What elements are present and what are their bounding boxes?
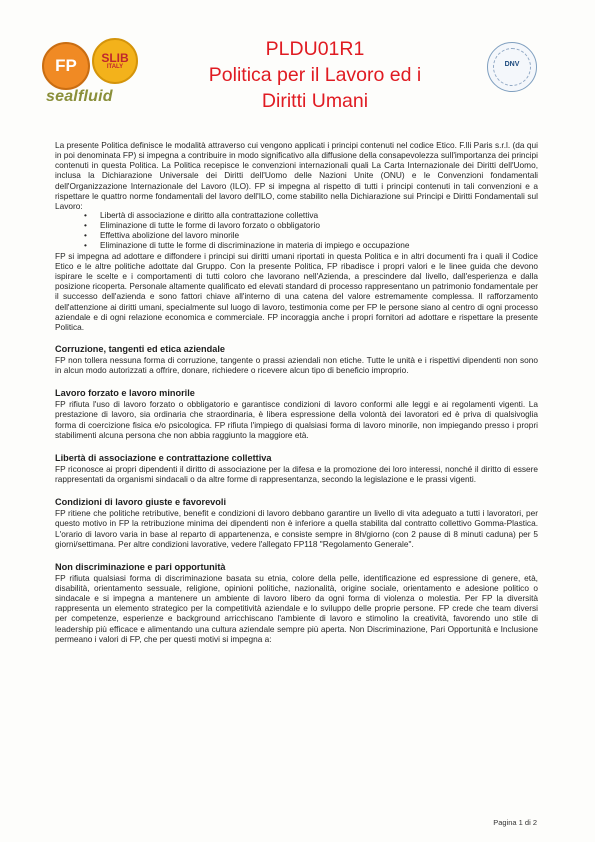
page-number: Pagina 1 di 2 <box>493 818 537 827</box>
slib-logo-icon <box>92 38 138 84</box>
slib-logo-subtext: ITALY <box>106 63 124 70</box>
section-text-association: FP riconosce ai propri dipendenti il diritto di associazione per la difesa e la promozione dei loro interessi, nonché il diritto di essere rappresentati da organismi sindacali o da altre forme di rappresentanza, secondo la legislazione e le prassi vigenti. <box>55 463 538 485</box>
section-text-corruption: FP non tollera nessuna forma di corruzione, tangente o prassi aziendali non etiche. Tutte le unità e i rispettivi dipendenti non sono in alcun modo autorizzati a offrire, donare, richiedere o ricevere alcun tipo di beneficio improprio. <box>55 354 538 376</box>
principle-item: • Eliminazione di tutte le forme di discriminazione in materia di impiego e occupazione <box>84 241 538 251</box>
section-heading-forced-labour: Lavoro forzato e lavoro minorile <box>55 388 195 399</box>
certification-seal-icon <box>487 42 537 92</box>
principle-item: • Eliminazione di tutte le forme di lavoro forzato o obbligatorio <box>84 221 538 231</box>
commitment-paragraph: FP si impegna ad adottare e diffondere i principi sui diritti umani riportati in questa Politica e in altri documenti fra i quali il Codice Etico e le altre politiche adottate dal Gruppo. Con la presente Politica, FP ribadisce i propri valori e le linee guida che devono ispirare le scelte e i comportamenti di tutti coloro che lavorano nell'Azienda, a prescindere dal livello, dall'esperienza e dalla posizione ricoperta. Personale altamente qualificato ed elevati standard di processo rappresentano un patrimonio fondamentale per il successo dell'azienda e sono fattori chiave all'interno di una catena del valore estremamente complessa. Il rafforzamento dell'attenzione ai diritti umani, specialmente sul luogo di lavoro, testimonia come per FP le persone siano al centro di ogni processo aziendale e di ogni relazione economica e commerciale. FP incoraggia anche i propri fornitori ad adottare e rispettare la presente Politica. <box>55 250 538 332</box>
section-heading-working-conditions: Condizioni di lavoro giuste e favorevoli <box>55 497 227 508</box>
section-text-working-conditions: FP ritiene che politiche retributive, benefit e condizioni di lavoro debbano garantire un livello di vita adeguato a tutti i lavoratori, per questo motivo in FP la retribuzione minima dei dipendenti non è inferiore a quella stabilita dal contratto collettivo Gomma-Plastica. L'orario di lavoro varia in base al reparto di appartenenza, e consiste sempre in 8h/giorno (con 2 pause di 8 minuti caduna) per 5 giorni/settimana. Per altre condizioni lavorative, vedere l'allegato FP118 "Regolamento Generale". <box>55 508 538 549</box>
section-heading-association: Libertà di associazione e contrattazione collettiva <box>55 452 272 463</box>
fp-logo-text: FP <box>55 56 77 75</box>
section-text-forced-labour: FP rifiuta l'uso di lavoro forzato o obbligatorio e garantisce condizioni di lavoro conformi alle leggi e ai regolamenti vigenti. La prestazione di lavoro, sia ordinaria che straordinaria, è libera espressione della volontà dei lavoratori ed è priva di qualsivoglia forma di coercizione fisica e/o psicologica. FP rifiuta l'impiego di qualsiasi forma di lavoro minorile, non impiegando presso i propri stabilimenti alcuna persona che non abbia raggiunto la maggiore età. <box>55 399 538 440</box>
fp-logo-icon <box>42 42 90 90</box>
principle-item: • Libertà di associazione e diritto alla contrattazione collettiva <box>84 211 538 221</box>
document-body <box>55 140 538 644</box>
principle-item: • Effettiva abolizione del lavoro minorile <box>84 231 538 241</box>
company-logo <box>42 38 157 106</box>
document-title <box>190 36 440 114</box>
principles-list <box>55 211 538 251</box>
certification-label: DNV <box>504 61 520 68</box>
section-heading-corruption: Corruzione, tangenti ed etica aziendale <box>55 343 226 354</box>
document-code: PLDU01R1 <box>265 38 365 60</box>
title-line-1: Politica per il Lavoro ed i <box>208 64 422 86</box>
intro-paragraph: La presente Politica definisce le modalità attraverso cui vengono applicati i principi contenuti nel codice Etico. F.lli Paris s.r.l. (da qui in poi denominata FP) si impegna a contribuire in modo significativo alla diffusione della consapevolezza sull'importanza dei principi contenuti in questa Politica. La Politica recepisce le convenzioni internazionali quali La Carta Internazionale dei Diritti dell'Uomo, inclusa la Dichiarazione Universale dei Diritti dell'Uomo delle Nazioni Unite (ONU) e le Convenzioni fondamentali dell'Organizzazione Internazionale del Lavoro (ILO). FP si impegna al rispetto di tutti i principi contenuti in tali convenzioni e a rispettare le quattro norme fondamentali del lavoro dell'ILO, come stabilito nella Dichiarazione sui Principi e Diritti Fondamentali sul Lavoro: <box>55 140 538 211</box>
sealfluid-brand: sealfluid <box>46 88 113 105</box>
title-line-2: Diritti Umani <box>261 90 369 112</box>
slib-logo-text: SLIB <box>101 50 129 65</box>
section-heading-non-discrimination: Non discriminazione e pari opportunità <box>55 561 226 572</box>
section-text-non-discrimination: FP rifiuta qualsiasi forma di discriminazione basata su etnia, colore della pelle, identificazione ed espressione di genere, età, disabilità, orientamento sessuale, religione, opinioni politiche, nazionalità, origine sociale, orientamento e adesione politico o sindacale e si impegna a mantenere un ambiente di lavoro libero da ogni forma di violenza o molestia. Per FP la diversità rappresenta un elemento strategico per la competitività aziendale e lo sviluppo delle proprie persone. FP crede che team diversi per competenze, esperienze e background arricchiscano l'ambiente di lavoro e stimolino la creatività, favorendo uno stile di leadership più efficace e alimentando una cultura aziendale sempre più aperta. Non Discriminazione, Pari Opportunità e Inclusione permeano i valori di FP, che per questi motivi si impegna a: <box>55 572 538 644</box>
